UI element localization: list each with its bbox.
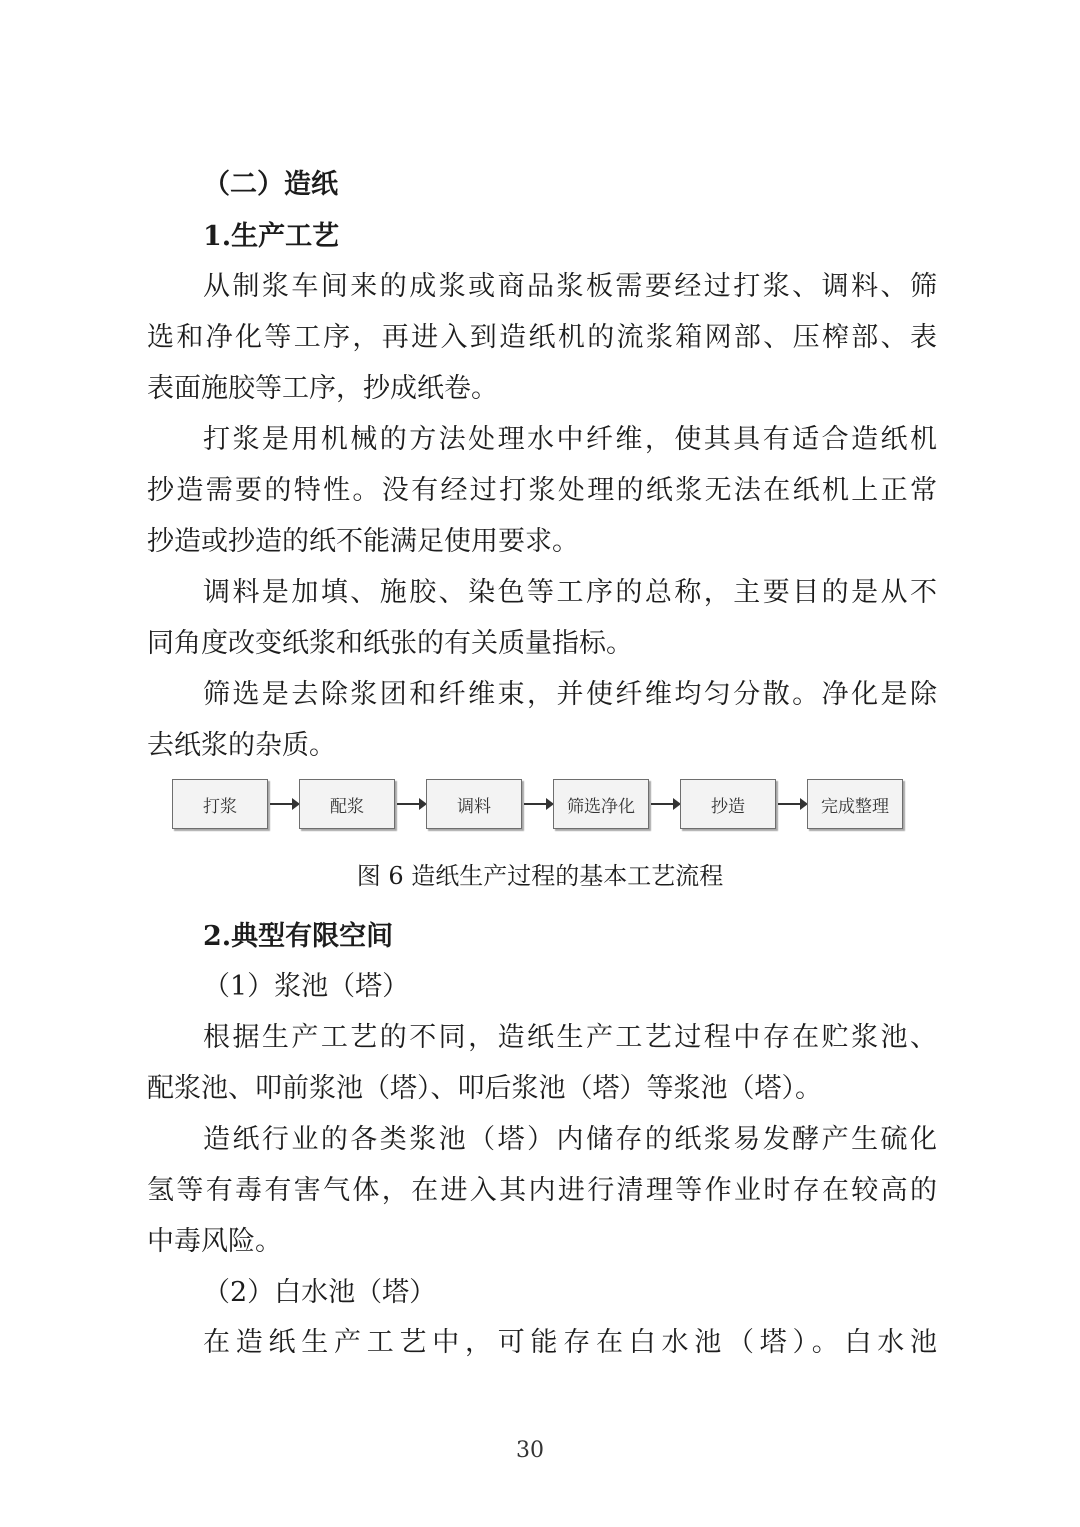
flow-step-blending: 调料	[426, 779, 522, 829]
paragraph-line: 表面施胶等工序，抄成纸卷。	[147, 373, 498, 404]
flow-step-beating: 打浆	[172, 779, 268, 829]
subsection-title-production-process: 1.生产工艺	[203, 221, 340, 252]
paragraph-line: 从制浆车间来的成浆或商品浆板需要经过打浆、调料、筛	[203, 271, 937, 302]
paragraph-line: 打浆是用机械的方法处理水中纤维，使其具有适合造纸机	[203, 424, 937, 455]
section-title: （二）造纸	[203, 169, 338, 200]
paragraph-line: 同角度改变纸浆和纸张的有关质量指标。	[147, 628, 633, 659]
flow-arrow	[778, 803, 802, 805]
paragraph-line: 中毒风险。	[147, 1226, 282, 1257]
flow-arrow	[397, 803, 421, 805]
item-title-white-water-tank: （2）白水池（塔）	[203, 1277, 437, 1308]
process-flow-diagram	[172, 779, 905, 832]
paragraph-line: 去纸浆的杂质。	[147, 730, 336, 761]
flow-arrow	[270, 803, 294, 805]
paragraph-line: 造纸行业的各类浆池（塔）内储存的纸浆易发酵产生硫化	[203, 1124, 937, 1155]
paragraph-line: 氢等有毒有害气体，在进入其内进行清理等作业时存在较高的	[147, 1175, 937, 1206]
paragraph-line: 抄造或抄造的纸不能满足使用要求。	[147, 526, 579, 557]
flow-step-screening-cleaning: 筛选净化	[553, 779, 649, 829]
paragraph-line: 调料是加填、施胶、染色等工序的总称，主要目的是从不	[203, 577, 937, 608]
paragraph-line: 选和净化等工序，再进入到造纸机的流浆箱网部、压榨部、表	[147, 322, 937, 353]
flow-step-stock-preparation: 配浆	[299, 779, 395, 829]
item-title-pulp-tank: （1）浆池（塔）	[203, 971, 410, 1002]
paragraph-line: 筛选是去除浆团和纤维束，并使纤维均匀分散。净化是除	[203, 679, 937, 710]
flow-arrow	[524, 803, 548, 805]
paragraph-line: 在造纸生产工艺中，可能存在白水池（塔）。白水池	[203, 1327, 937, 1358]
flow-step-finishing: 完成整理	[807, 779, 903, 829]
flow-step-papermaking: 抄造	[680, 779, 776, 829]
paragraph-line: 抄造需要的特性。没有经过打浆处理的纸浆无法在纸机上正常	[147, 475, 937, 506]
paragraph-line: 根据生产工艺的不同，造纸生产工艺过程中存在贮浆池、	[203, 1022, 937, 1053]
paragraph-line: 配浆池、叩前浆池（塔）、叩后浆池（塔）等浆池（塔）。	[147, 1073, 822, 1104]
flow-arrow	[651, 803, 675, 805]
page-number: 30	[516, 1438, 544, 1463]
figure-caption: 图 6 造纸生产过程的基本工艺流程	[356, 862, 724, 890]
subsection-title-confined-spaces: 2.典型有限空间	[203, 921, 394, 952]
